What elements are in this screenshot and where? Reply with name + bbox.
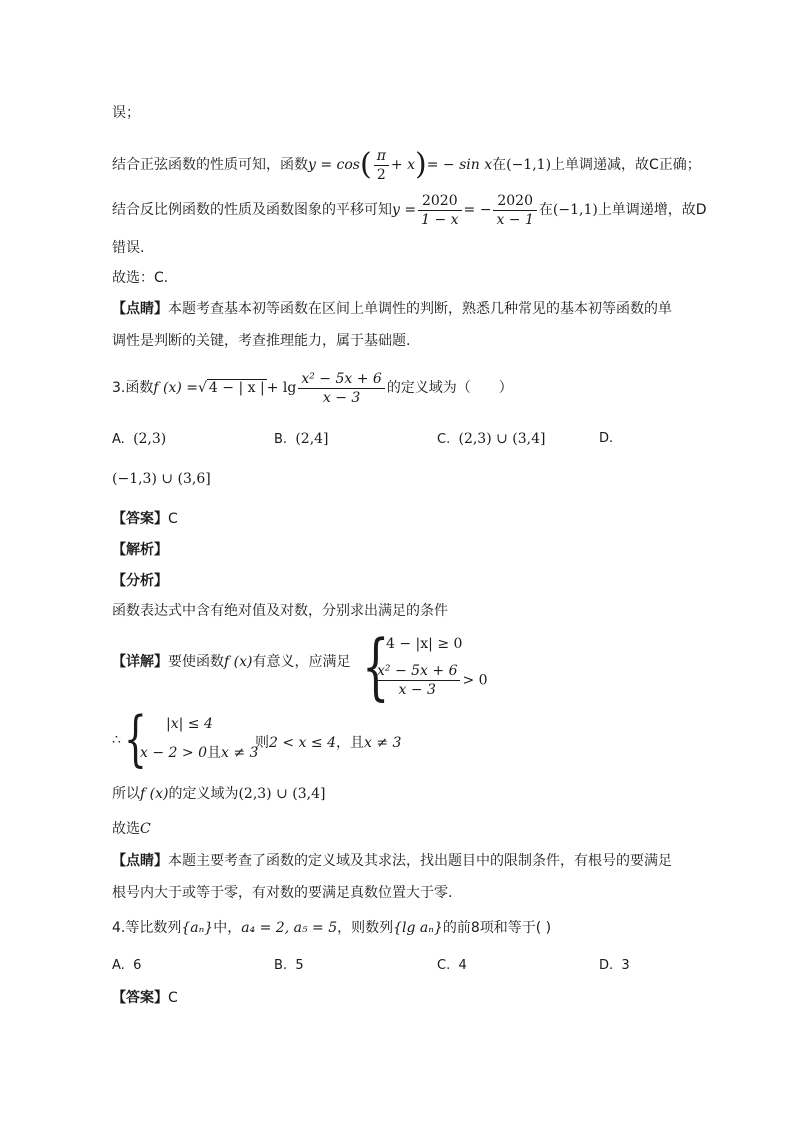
answer-value: C [168, 511, 178, 527]
paragraph-text: 且 [206, 745, 221, 761]
math-expr: x ≠ 3 [363, 735, 402, 751]
text-line [255, 732, 401, 752]
math-interval: (2,3) ∪ (3,4] [238, 786, 326, 802]
option-d [599, 431, 613, 446]
option-label: B. [274, 958, 288, 973]
math-expr: + lg [266, 380, 297, 396]
text-line [112, 652, 350, 672]
option-a [112, 431, 166, 447]
math-expr: y = [392, 202, 417, 218]
math-interval: (−1,1) [552, 202, 598, 218]
option-value: (2,3) [133, 431, 167, 447]
fraction-numerator: x² − 5x + 6 [377, 663, 458, 679]
text-line [112, 145, 701, 185]
therefore-sign: ∴ [112, 732, 121, 748]
paragraph-text: ，且 [335, 735, 364, 751]
option-c [437, 431, 546, 447]
text-line [112, 784, 325, 804]
paragraph-text: 在 [538, 202, 553, 218]
paragraph-text: 本题主要考查了函数的定义域及其求法，找出题目中的限制条件，有根号的要满足 [168, 853, 672, 869]
fraction-numerator: 2020 [497, 192, 533, 209]
option-label: C. [437, 958, 451, 973]
paragraph-text: 的前8项和等于( ) [442, 920, 552, 936]
paragraph-text: 故选 [112, 821, 140, 837]
sqrt-radicand: 4 − | x | [208, 380, 265, 396]
fraction-numerator: x² − 5x + 6 [301, 370, 382, 387]
option-b [274, 958, 304, 973]
option-value: (2,3) ∪ (3,4] [458, 431, 546, 447]
math-expr: y = cos [308, 157, 360, 173]
answer-value: C [168, 990, 178, 1006]
paragraph-text: 在 [492, 157, 507, 173]
paragraph-text: 上单调递增，故D [597, 202, 707, 218]
text-line [112, 299, 672, 319]
paragraph-text: 上单调递减，故C正确； [551, 157, 701, 173]
paragraph-text: 误； [112, 105, 140, 121]
section-tag: 【答案】 [112, 990, 168, 1006]
paragraph-text: 本题考查基本初等函数在区间上单调性的判断，熟悉几种常见的基本初等函数的单 [168, 301, 672, 317]
text-line [112, 883, 452, 903]
fraction-denominator: x − 1 [493, 210, 536, 229]
fraction-numerator: π [376, 147, 386, 164]
math-expr: C [140, 821, 151, 837]
option-value: 6 [133, 958, 142, 973]
option-label: D. [599, 431, 614, 446]
option-value: (2,4] [295, 431, 329, 447]
option-value: 4 [458, 958, 467, 973]
fraction-denominator: 2 [374, 165, 389, 184]
paragraph-text: 中， [213, 920, 242, 936]
option-value: (−1,3) ∪ (3,6] [112, 471, 211, 487]
fraction [298, 370, 384, 407]
brace: { [362, 624, 390, 708]
paren-right: ) [415, 147, 427, 182]
text-line [112, 268, 168, 288]
math-interval: (−1,1) [506, 157, 552, 173]
option-value: 5 [295, 958, 304, 973]
math-expr: = − sin x [426, 157, 493, 173]
text-line [112, 331, 410, 351]
text-line [112, 571, 168, 591]
fraction [374, 662, 460, 699]
math-expr: 2 < x ≤ 4 [269, 735, 336, 751]
paragraph-text: 等比数列 [125, 920, 182, 936]
text-line [112, 601, 448, 621]
text-line [112, 819, 151, 839]
text-line [112, 103, 140, 123]
paragraph-text: 故选：C. [112, 270, 169, 286]
fraction [418, 192, 461, 229]
section-tag: 【分析】 [112, 573, 168, 589]
math-expr: a₄ = 2, a₅ = 5 [241, 920, 338, 936]
text-line [112, 851, 672, 871]
math-expr: {lg aₙ} [393, 920, 443, 936]
math-expr: f (x) [140, 786, 169, 802]
math-expr: x ≠ 3 [220, 745, 259, 761]
math-expr: + x [390, 157, 415, 173]
paragraph-text: 有意义，应满足 [252, 654, 351, 670]
section-tag: 【详解】 [112, 654, 168, 670]
section-tag: 【点睛】 [112, 301, 168, 317]
option-c [437, 958, 467, 973]
paragraph-text: 结合正弦函数的性质可知，函数 [112, 157, 308, 173]
math-expr: {aₙ} [181, 920, 214, 936]
math-expr: f (x) [224, 654, 253, 670]
math-expr: = − [463, 202, 492, 218]
fraction-denominator: 1 − x [418, 210, 461, 229]
option-b [274, 431, 329, 447]
option-a [112, 958, 141, 973]
fraction [493, 192, 536, 229]
option-label: C. [437, 432, 451, 447]
math-expr: x − 2 > 0 [140, 745, 207, 761]
system-row: |x| ≤ 4 [166, 716, 213, 732]
text-line [112, 540, 168, 560]
option-label: B. [274, 432, 288, 447]
option-value: 3 [621, 958, 630, 973]
fraction-numerator: 2020 [421, 192, 458, 209]
option-d [599, 958, 630, 973]
paragraph-text: 要使函数 [168, 654, 224, 670]
section-tag: 【点睛】 [112, 853, 168, 869]
paragraph-text: 的定义域为 [168, 786, 239, 802]
paragraph-text: 错误. [112, 240, 145, 256]
system-row [140, 742, 258, 762]
question-number: 3. [112, 380, 126, 396]
paragraph-text: 根号内大于或等于零，有对数的要满足真数位置大于零. [112, 885, 453, 901]
option-d-value [112, 471, 211, 487]
paragraph-text: 调性是判断的关键，考查推理能力，属于基础题. [112, 333, 411, 349]
option-label: A. [112, 432, 125, 447]
fraction-denominator: x − 3 [298, 388, 384, 407]
fraction-denominator: x − 3 [374, 680, 460, 699]
paragraph-text: 所以 [112, 786, 140, 802]
brace: { [124, 704, 147, 774]
math-expr: f (x) = [153, 380, 198, 396]
text-line [112, 988, 178, 1008]
question-number: 4. [112, 920, 126, 936]
option-label: A. [112, 958, 125, 973]
text-line [112, 190, 707, 230]
option-label: D. [599, 958, 614, 973]
paragraph-text: 的定义域为（ ） [386, 380, 513, 396]
text-line [112, 509, 178, 529]
text-line [112, 238, 144, 258]
fraction [374, 147, 389, 184]
question-stem [112, 918, 551, 938]
section-tag: 【解析】 [112, 542, 168, 558]
paren-left: ( [360, 147, 372, 182]
math-expr: > 0 [462, 672, 488, 689]
paragraph-text: 则 [255, 735, 269, 751]
paragraph-text: 函数 [125, 380, 154, 396]
section-tag: 【答案】 [112, 511, 168, 527]
sqrt-sign: √ [198, 380, 207, 396]
question-stem [112, 368, 513, 408]
paragraph-text: ，则数列 [337, 920, 394, 936]
system-row [372, 662, 488, 699]
system-row: 4 − |x| ≥ 0 [386, 636, 463, 652]
paragraph-text: 结合反比例函数的性质及函数图象的平移可知 [112, 202, 392, 218]
paragraph-text: 函数表达式中含有绝对值及对数，分别求出满足的条件 [112, 603, 448, 619]
